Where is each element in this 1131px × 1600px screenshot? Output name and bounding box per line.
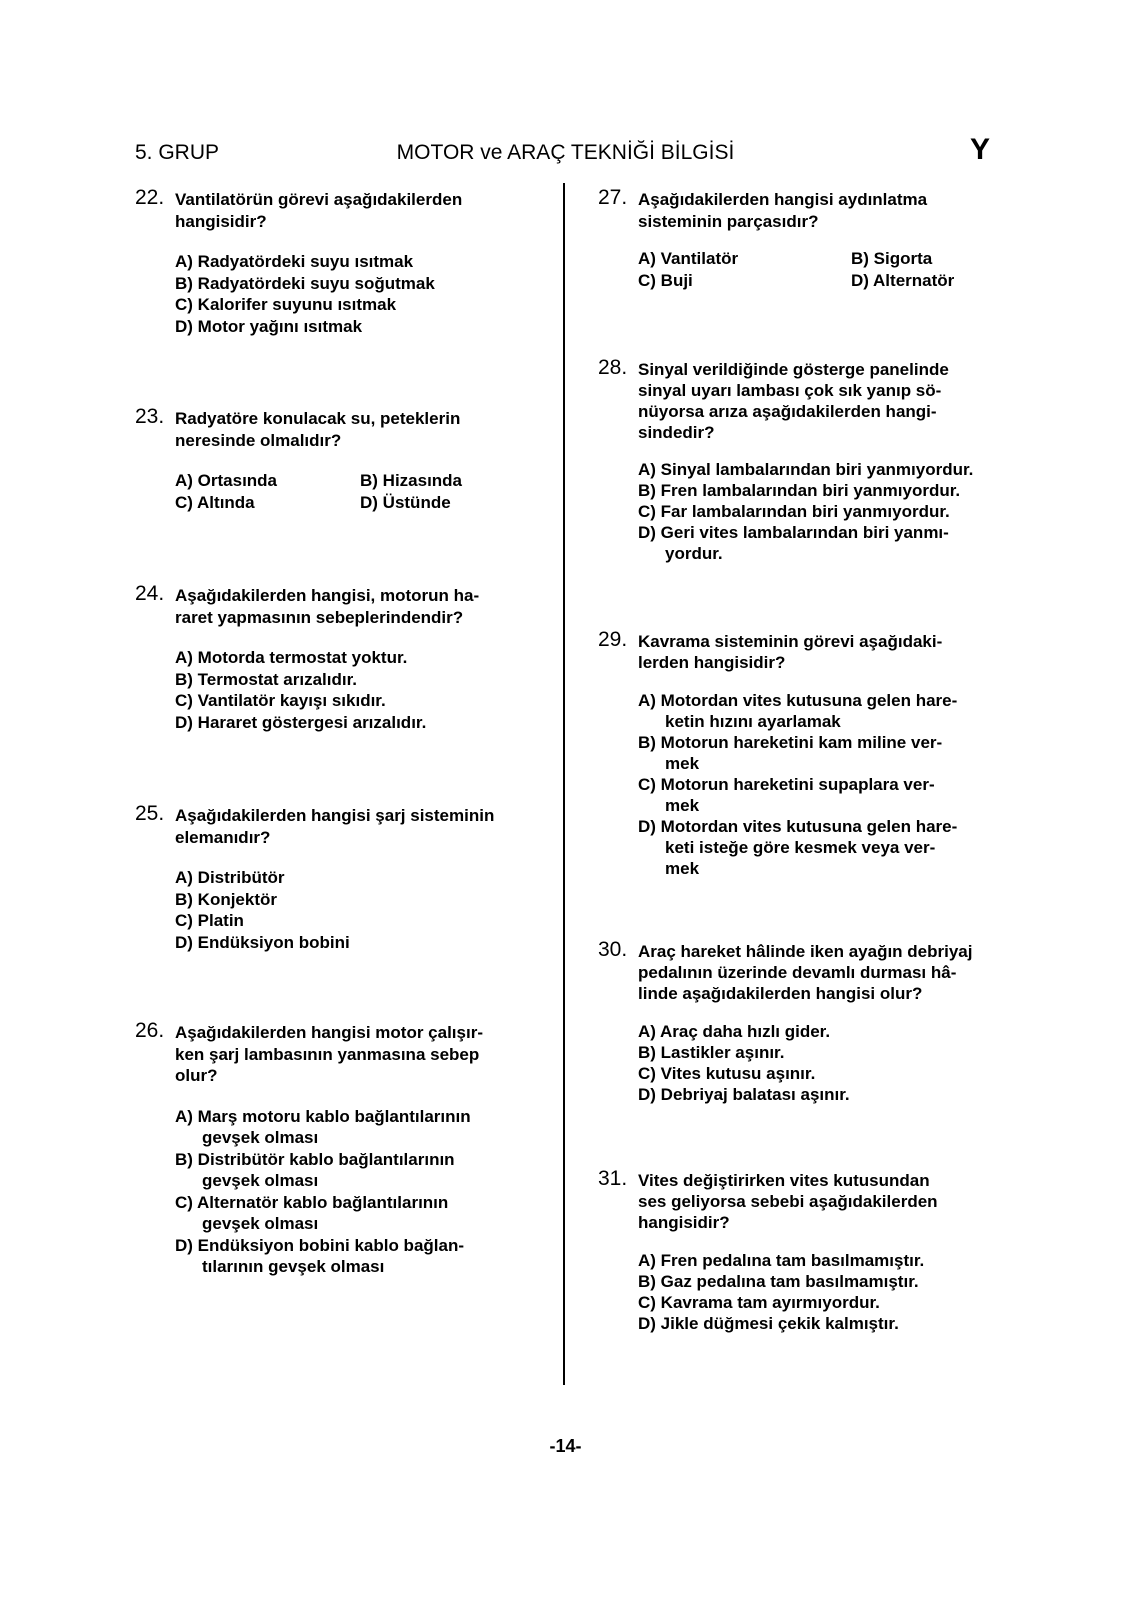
question-number: 27. bbox=[598, 186, 628, 209]
option-b[interactable]: B) Motorun hareketini kam miline ver- mek bbox=[638, 733, 943, 773]
option-b[interactable]: B) Konjektör bbox=[175, 889, 277, 909]
question-stem: Vantilatörün görevi aşağıdakilerden hangisidir? bbox=[175, 190, 463, 231]
option-d[interactable]: D) Debriyaj balatası aşınır. bbox=[638, 1085, 850, 1104]
option-c[interactable]: C) Platin bbox=[175, 911, 244, 930]
option-d[interactable]: D) Endüksiyon bobini kablo bağlan- tılarının gevşek olması bbox=[175, 1235, 465, 1276]
question-stem: Aşağıdakilerden hangisi, motorun ha- raret yapmasının sebeplerindendir? bbox=[175, 586, 480, 627]
page-title: MOTOR ve ARAÇ TEKNİĞİ BİLGİSİ bbox=[396, 141, 735, 164]
option-b[interactable]: B) Sigorta bbox=[851, 249, 933, 268]
option-c[interactable]: C) Kavrama tam ayırmıyordur. bbox=[638, 1293, 880, 1312]
question-number: 23. bbox=[135, 405, 165, 428]
option-a[interactable]: A) Sinyal lambalarından biri yanmıyordur. bbox=[638, 460, 974, 479]
question-number: 22. bbox=[135, 186, 165, 209]
answer-options bbox=[175, 470, 545, 513]
option-b[interactable]: B) Fren lambalarından biri yanmıyordur. bbox=[638, 481, 961, 500]
page-number: -14- bbox=[549, 1436, 582, 1456]
group-label: 5. GRUP bbox=[135, 141, 220, 164]
option-d[interactable]: D) Geri vites lambalarından biri yanmı- yordur. bbox=[638, 523, 949, 563]
question-number: 25. bbox=[135, 802, 165, 825]
option-b[interactable]: B) Termostat arızalıdır. bbox=[175, 669, 358, 689]
question-number: 30. bbox=[598, 938, 628, 961]
question-stem: Aşağıdakilerden hangisi motor çalışır- ken şarj lambasının yanmasına sebep olur? bbox=[175, 1023, 483, 1085]
option-a[interactable]: A) Radyatördeki suyu ısıtmak bbox=[175, 252, 414, 271]
answer-options bbox=[638, 1021, 1018, 1105]
column-divider bbox=[563, 183, 565, 1385]
option-c[interactable]: C) Vantilatör kayışı sıkıdır. bbox=[175, 691, 386, 710]
answer-options bbox=[638, 248, 1018, 291]
option-a[interactable]: A) Ortasında bbox=[175, 471, 278, 490]
booklet-letter: Y bbox=[970, 133, 991, 166]
option-c[interactable]: C) Vites kutusu aşınır. bbox=[638, 1064, 816, 1083]
option-a[interactable]: A) Distribütör bbox=[175, 868, 285, 887]
option-c[interactable]: C) Altında bbox=[175, 492, 255, 512]
option-d[interactable]: D) Hararet göstergesi arızalıdır. bbox=[175, 712, 427, 732]
question-stem: Aşağıdakilerden hangisi şarj sisteminin elemanıdır? bbox=[175, 806, 495, 847]
question-number: 28. bbox=[598, 356, 628, 379]
question-31 bbox=[598, 1167, 1018, 1334]
question-stem: Radyatöre konulacak su, peteklerin neresinde olmalıdır? bbox=[175, 409, 461, 450]
answer-options bbox=[175, 647, 545, 733]
option-d[interactable]: D) Jikle düğmesi çekik kalmıştır. bbox=[638, 1314, 899, 1333]
answer-options bbox=[175, 251, 545, 337]
option-d[interactable]: D) Motor yağını ısıtmak bbox=[175, 316, 363, 336]
option-b[interactable]: B) Radyatördeki suyu soğutmak bbox=[175, 273, 435, 293]
option-a[interactable]: A) Vantilatör bbox=[638, 249, 739, 268]
question-22 bbox=[135, 186, 545, 337]
option-d[interactable]: D) Motordan vites kutusuna gelen hare- keti isteğe göre kesmek veya ver- mek bbox=[638, 817, 958, 878]
question-29 bbox=[598, 628, 1018, 879]
option-b[interactable]: B) Lastikler aşınır. bbox=[638, 1043, 785, 1062]
option-d[interactable]: D) Alternatör bbox=[851, 270, 955, 290]
option-c[interactable]: C) Alternatör kablo bağlantılarının gevşek olması bbox=[175, 1192, 449, 1233]
question-stem: Vites değiştirirken vites kutusundan ses geliyorsa sebebi aşağıdakilerden hangisidir? bbox=[638, 1171, 938, 1232]
option-b[interactable]: B) Hizasında bbox=[360, 471, 463, 490]
option-b[interactable]: B) Distribütör kablo bağlantılarının gevşek olması bbox=[175, 1149, 455, 1190]
question-24 bbox=[135, 582, 545, 733]
option-d[interactable]: D) Üstünde bbox=[360, 492, 451, 512]
option-a[interactable]: A) Marş motoru kablo bağlantılarının gevşek olması bbox=[175, 1106, 471, 1147]
option-a[interactable]: A) Motordan vites kutusuna gelen hare- ketin hızını ayarlamak bbox=[638, 691, 958, 731]
question-23 bbox=[135, 405, 545, 513]
question-stem: Araç hareket hâlinde iken ayağın debriyaj pedalının üzerinde devamlı durması hâ- linde aşağıdakilerden hangisi olur? bbox=[638, 942, 973, 1003]
option-a[interactable]: A) Araç daha hızlı gider. bbox=[638, 1022, 831, 1041]
option-c[interactable]: C) Buji bbox=[638, 270, 693, 290]
question-number: 26. bbox=[135, 1019, 165, 1042]
answer-options bbox=[175, 867, 545, 953]
answer-options bbox=[638, 459, 1018, 564]
question-number: 31. bbox=[598, 1167, 628, 1190]
answer-options bbox=[638, 1250, 1018, 1334]
option-c[interactable]: C) Far lambalarından biri yanmıyordur. bbox=[638, 502, 950, 521]
question-26 bbox=[135, 1019, 545, 1278]
question-number: 24. bbox=[135, 582, 165, 605]
question-25 bbox=[135, 802, 545, 953]
option-a[interactable]: A) Fren pedalına tam basılmamıştır. bbox=[638, 1251, 925, 1270]
option-c[interactable]: C) Kalorifer suyunu ısıtmak bbox=[175, 295, 397, 314]
option-c[interactable]: C) Motorun hareketini supaplara ver- mek bbox=[638, 775, 935, 815]
option-b[interactable]: B) Gaz pedalına tam basılmamıştır. bbox=[638, 1272, 919, 1291]
option-a[interactable]: A) Motorda termostat yoktur. bbox=[175, 648, 408, 667]
question-stem: Aşağıdakilerden hangisi aydınlatma sisteminin parçasıdır? bbox=[638, 190, 928, 231]
question-stem: Kavrama sisteminin görevi aşağıdaki- lerden hangisidir? bbox=[638, 632, 943, 672]
answer-options bbox=[175, 1106, 545, 1278]
answer-options bbox=[638, 690, 1018, 879]
question-30 bbox=[598, 938, 1018, 1105]
option-d[interactable]: D) Endüksiyon bobini bbox=[175, 932, 350, 952]
question-number: 29. bbox=[598, 628, 628, 651]
question-stem: Sinyal verildiğinde gösterge panelinde sinyal uyarı lambası çok sık yanıp sö- nüyorsa arıza aşağıdakilerden hangi- sindedir? bbox=[638, 360, 949, 442]
question-28 bbox=[598, 356, 1018, 564]
question-27 bbox=[598, 186, 1018, 291]
